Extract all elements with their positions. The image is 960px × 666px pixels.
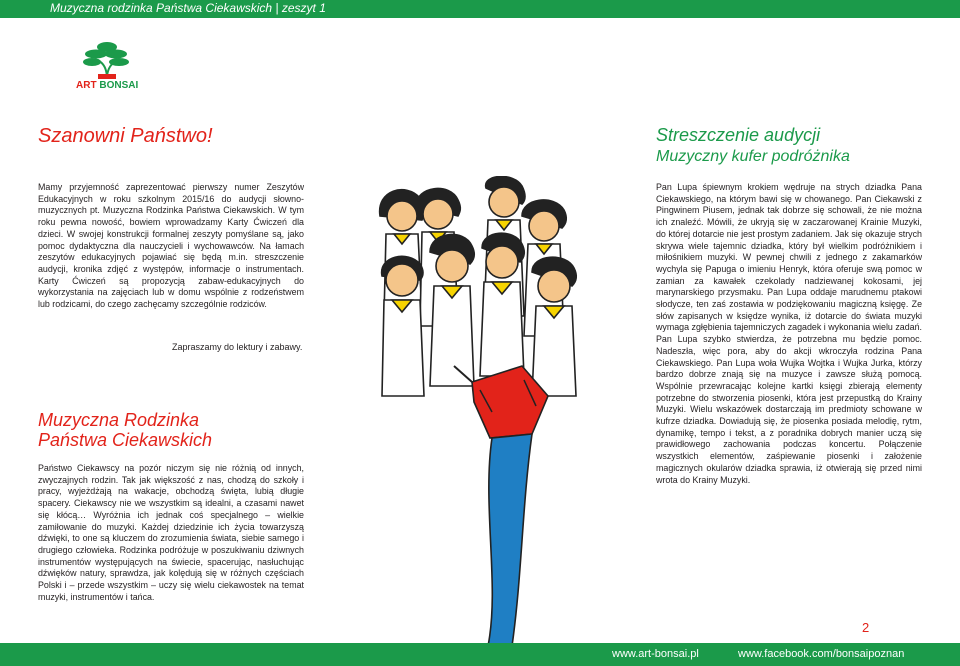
family-paragraph: Państwo Ciekawscy na pozór niczym się nie różnią od innych, zwyczajnych rodzin. Tak jak większość z nas, chodzą do szkoły i pracy, wyjeżdżają na wakacje, obchodzą święta, lubią długie spacery. Ciekawscy nie we wszystkim są idealni, a czasami nawet się kłócą… Wyróżnia ich jednak coś specjalnego – wielkie zamiłowanie do muzyki. Każdej dziedzinie ich życia towarzyszą dźwięki, to one są kluczem do zrozumienia świata, siebie samego i drugiego człowieka. Rodzinka podróżuje w poszukiwaniu dziwnych instrumentów występujących na świecie, spacerując, nasłuchując dźwięków natury, sprawdza, jak kolędują się w różnych częściach Polski i – przede wszystkim – uczy się wielu ciekawostek na temat muzyki, instrumentów i tańca. [38,463,304,602]
child-figure-icon [382,256,424,396]
invitation-text: Zapraszamy do lektury i zabawy. [172,342,303,352]
greeting-heading: Szanowni Państwo! [38,125,213,147]
art-bonsai-logo [76,40,138,96]
website-link[interactable]: www.art-bonsai.pl [612,648,699,660]
conductor-figure-icon [454,366,548,652]
summary-subheading: Muzyczny kufer podróżnika [656,148,850,165]
publication-title: Muzyczna rodzinka Państwa Ciekawskich | zeszyt 1 [50,1,326,15]
intro-paragraph: Mamy przyjemność zaprezentować pierwszy numer Zeszytów Edukacyjnych w roku szkolnym 2015/16 do audycji słowno-muzycznych pt. Muzyczna Rodzinka Państwa Ciekawskich. W tym roku pewna nowość, bowiem wprowadzamy Karty Ćwiczeń dla dzieci. W swojej konstrukcji formalnej zeszyty pomyślane są, jako pomoc dydaktyczna dla nauczycieli i wychowawców. Na łamach zeszytów edukacyjnych pojawiać się będą m.in. streszczenie audycji, kronika zdjęć z występów, informacje o instrumentach. Karty Ćwiczeń są propozycją zabaw-edukacyjnych do wykorzystania na zajęciach lub w domu wspólnie z rodzeństwem lub rodzicami, do czego zachęcamy szczególnie rodziców. [38,182,304,310]
choir-illustration [372,176,598,654]
child-figure-icon [380,190,424,316]
family-heading: Muzyczna Rodzinka Państwa Ciekawskich [38,410,213,450]
footer-bar [0,643,960,666]
page-number: 2 [862,620,870,635]
facebook-link[interactable]: www.facebook.com/bonsaipoznan [738,648,905,660]
summary-paragraph: Pan Lupa śpiewnym krokiem wędruje na strych dziadka Pana Ciekawskiego, na którym bawi się w chowanego. Pan Ciekawski z Pingwinem Piusem, jednak tak dobrze się schowali, że nie można ich znaleźć. Mówili, że ukryją się w zaczarowanej Krainie Muzyki, do której dotarcie nie jest prostym zadaniem. Jak się okazuje strych skrywa wiele tajemnic dziadka, który był wielkim podróżnikiem i miłośnikiem muzyki. W pewnej chwili z jednego z zakamarków wychyla się Papuga o imieniu Henryk, która oferuje swą pomoc w zamian za kawałek czekolady nadziewanej kokosami, jej marynarskiego przysmaku. Pan Lupa oddaje marudnemu ptakowi słodycze, ten zaś zostawia w podziękowaniu magiczną księgę. Ze słów zapisanych w księdze wynika, iż dotarcie do świata muzyki wymaga zgłębienia tajemniczych zagadek i wykonania wielu zadań. Pan Lupa szybko stwierdza, że potrzebna mu będzie pomoc. Nadeszła, więc pora, aby do akcji wkroczyła rodzina Pana Ciekawskiego. Pan Lupa woła Wujka Wojtka i Wujka Jurka, którzy bardzo dobrze znają się na muzyce i zawsze służą pomocą. Wspólnie przewracając kolejne kartki księgi zbierają elementy potrzebne do stworzenia piosenki, która jest przepustką do Krainy Muzyki. Wielu wskazówek dostarczają im predmioty schowane w kufrze dziadka. Dowiadują się, że piosenka posiada melodię, rytm, dynamikę, tempo i tekst, a z poradnika dobrych manier uczą się prawidłowego zachowania podczas koncertu. Połączenie wszystkich elementów, zaśpiewanie piosenki i założenie magicznych okularów dziadka sprawia, iż otwierają się przed nimi wrota do Krainy Muzyki. [656,182,922,485]
logo-wordmark: ART BONSAI [76,80,139,91]
summary-heading: Streszczenie audycji [656,125,821,145]
top-bar [0,0,960,18]
bonsai-tree-icon [76,40,138,80]
